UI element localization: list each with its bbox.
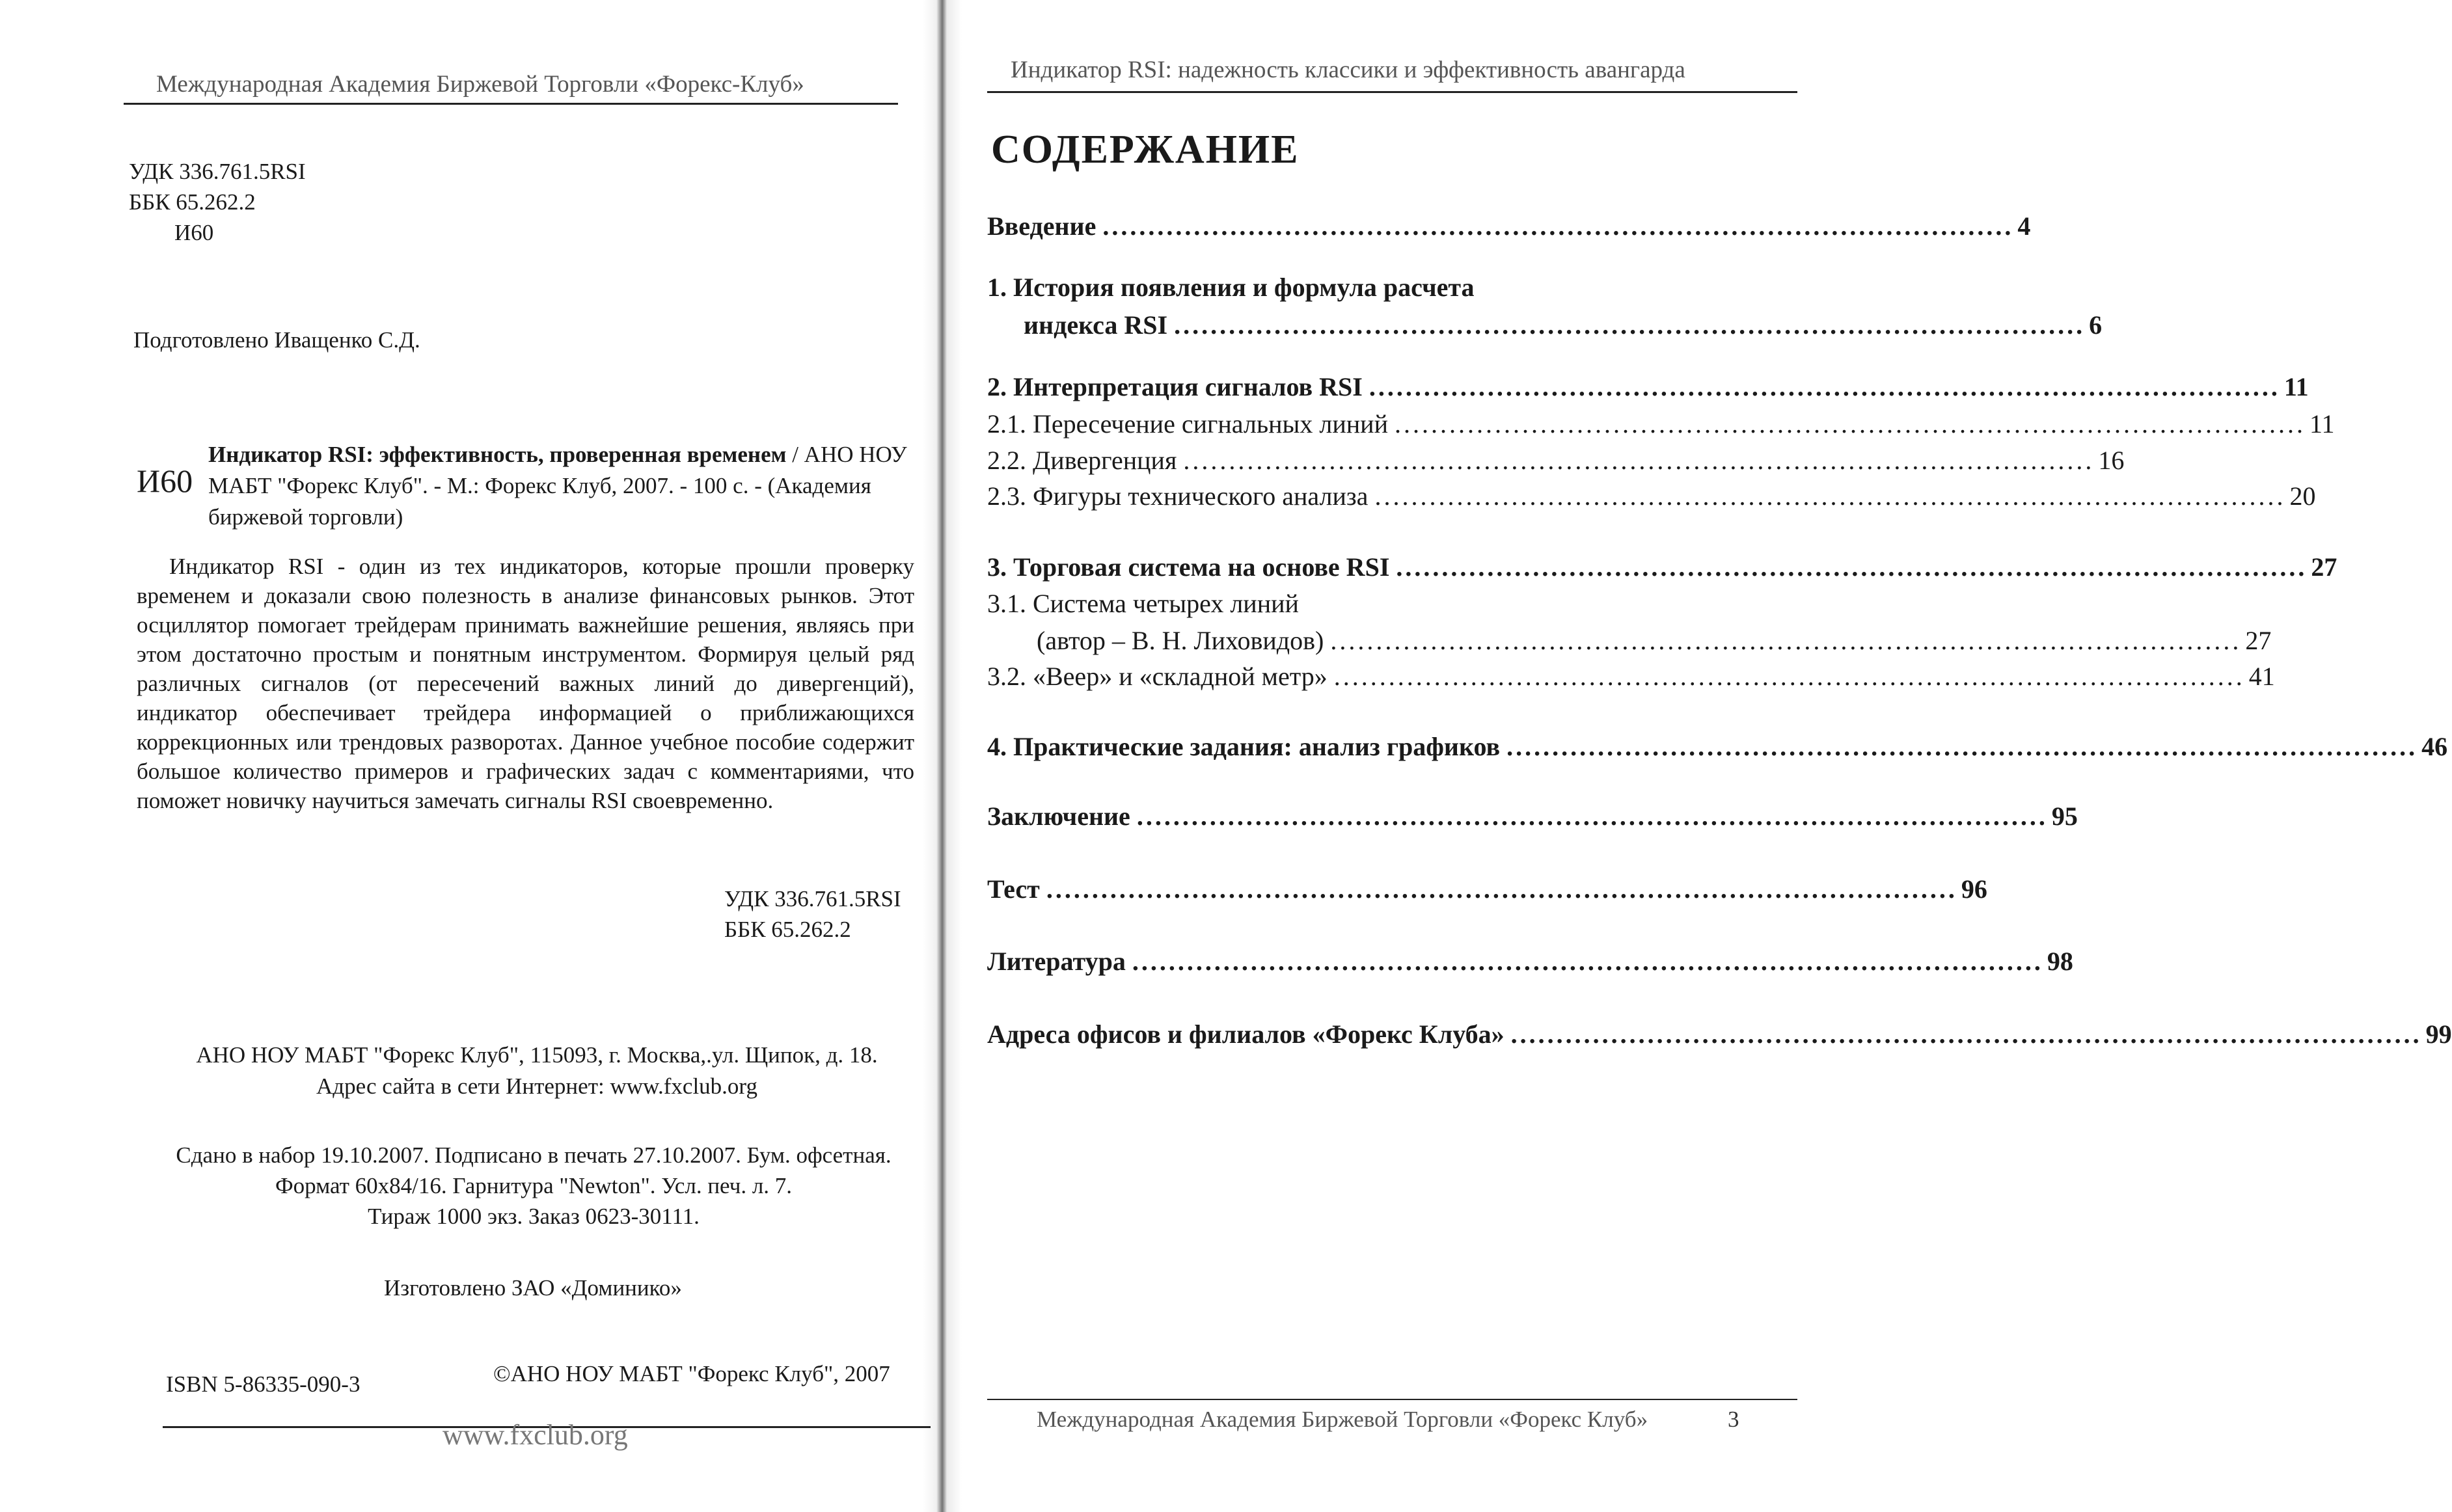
left-page bbox=[0, 0, 937, 1512]
toc-entry-addresses[interactable]: Адреса офисов и филиалов «Форекс Клуба» .................................................................................................... 99 bbox=[987, 1015, 1716, 1054]
left-running-header: Международная Академия Биржевой Торговли «Форекс-Клуб» bbox=[156, 71, 804, 98]
bbk-code-bottom: ББК 65.262.2 bbox=[724, 917, 851, 942]
catalog-details: / АНО НОУ МАБТ "Форекс Клуб". - М.: Форекс Клуб, 2007. - 100 с. - (Академия биржевой торговли) bbox=[208, 442, 907, 530]
toc-page-number: 20 bbox=[2289, 481, 2316, 511]
right-running-footer: Международная Академия Биржевой Торговли «Форекс Клуб» bbox=[1037, 1407, 1648, 1432]
print-info-line1: Сдано в набор 19.10.2007. Подписано в печать 27.10.2007. Бум. офсетная. bbox=[176, 1142, 892, 1168]
toc-page-number: 4 bbox=[2017, 211, 2031, 241]
toc-page-number: 46 bbox=[2421, 732, 2448, 761]
toc-entry-ch2-3[interactable]: 2.3. Фигуры технического анализа .................................................................................................... 20 bbox=[987, 477, 1716, 516]
toc-entry-ch3-2[interactable]: 3.2. «Веер» и «складной метр» .................................................................................................... 41 bbox=[987, 657, 1716, 696]
footer-website: www.fxclub.org bbox=[443, 1419, 628, 1451]
toc-entry-ch3-1[interactable]: (автор – В. Н. Лиховидов) .................................................................................................... 27 bbox=[1037, 621, 1716, 660]
left-header-rule bbox=[124, 103, 898, 105]
bbk-code: ББК 65.262.2 bbox=[129, 189, 256, 215]
toc-page-number: 11 bbox=[2283, 372, 2309, 401]
publisher-address-block bbox=[169, 1040, 905, 1102]
catalog-title: Индикатор RSI: эффективность, проверенная временем bbox=[208, 442, 787, 467]
catalog-description bbox=[208, 439, 914, 533]
toc-entry-ch3-1-title[interactable]: 3.1. Система четырех линий bbox=[987, 589, 1299, 618]
copyright: ©АНО НОУ МАБТ "Форекс Клуб", 2007 bbox=[493, 1361, 890, 1386]
toc-entry-ch3[interactable]: 3. Торговая система на основе RSI .................................................................................................... 27 bbox=[987, 548, 1716, 587]
toc-page-number: 11 bbox=[2309, 409, 2335, 439]
publisher-website: Адрес сайта в сети Интернет: www.fxclub.org bbox=[316, 1073, 757, 1099]
toc-page-number: 16 bbox=[2098, 446, 2125, 475]
toc-entry-intro[interactable]: Введение .................................................................................................... 4 bbox=[987, 207, 1716, 246]
right-header-rule bbox=[987, 91, 1797, 93]
toc-page-number: 41 bbox=[2248, 662, 2275, 691]
catalog-number: И60 bbox=[137, 463, 193, 499]
udk-code-bottom: УДК 336.761.5RSI bbox=[724, 886, 901, 911]
index-code: И60 bbox=[174, 220, 214, 245]
toc-page-number: 96 bbox=[1961, 874, 1987, 904]
classification-codes bbox=[129, 156, 306, 248]
book-abstract: Индикатор RSI - один из тех индикаторов, которые прошли проверку временем и доказали свою полезность в анализе финансовых рынков. Этот осциллятор помогает трейдерам принимать важнейшие решения, являясь при этом достаточно простым и понятным инструментом. Формируя целый ряд различных сигналов (от пересечений важных линий до дивергенций), индикатор обеспечивает трейдера информацией о приближающихся коррекционных или трендовых разворотах. Данное учебное пособие содержит большое количество примеров и графических задач с комментариями, что поможет новичку научиться замечать сигналы RSI своевременно. bbox=[137, 554, 914, 813]
toc-entry-conclusion[interactable]: Заключение .................................................................................................... 95 bbox=[987, 797, 1716, 836]
classification-codes-bottom bbox=[724, 884, 901, 945]
right-running-header: Индикатор RSI: надежность классики и эффективность авангарда bbox=[1011, 57, 1685, 83]
print-info-line3: Тираж 1000 экз. Заказ 0623-30111. bbox=[368, 1204, 700, 1229]
right-page bbox=[947, 0, 2452, 1512]
toc-page-number: 95 bbox=[2051, 802, 2078, 831]
toc-page-number: 6 bbox=[2089, 310, 2103, 340]
toc-title: СОДЕРЖАНИЕ bbox=[991, 128, 1300, 172]
toc-entry-test[interactable]: Тест .................................................................................................... 96 bbox=[987, 870, 1716, 909]
udk-code: УДК 336.761.5RSI bbox=[129, 159, 306, 184]
print-info-block bbox=[156, 1140, 911, 1232]
toc-entry-literature[interactable]: Литература .................................................................................................... 98 bbox=[987, 942, 1716, 981]
isbn: ISBN 5-86335-090-3 bbox=[166, 1371, 361, 1397]
toc-entry-ch1[interactable]: индекса RSI .................................................................................................... 6 bbox=[1024, 306, 1716, 345]
toc-entry-ch2[interactable]: 2. Интерпретация сигналов RSI .................................................................................................... 11 bbox=[987, 368, 1716, 407]
toc-page-number: 98 bbox=[2047, 947, 2073, 976]
toc-page-number: 27 bbox=[2311, 552, 2337, 582]
right-footer-rule bbox=[987, 1399, 1797, 1400]
toc-entry-ch2-1[interactable]: 2.1. Пересечение сигнальных линий .................................................................................................... 11 bbox=[987, 405, 1716, 444]
print-info-line2: Формат 60x84/16. Гарнитура "Newton". Усл. печ. л. 7. bbox=[275, 1173, 793, 1198]
manufacturer: Изготовлено ЗАО «Доминико» bbox=[384, 1275, 682, 1301]
prepared-by: Подготовлено Иващенко С.Д. bbox=[133, 327, 420, 353]
toc-entry-ch2-2[interactable]: 2.2. Дивергенция .................................................................................................... 16 bbox=[987, 441, 1716, 480]
page-number: 3 bbox=[1728, 1407, 1739, 1432]
toc-page-number: 99 bbox=[2425, 1019, 2452, 1049]
toc-page-number: 27 bbox=[2245, 626, 2272, 655]
toc-entry-ch1-title[interactable]: 1. История появления и формула расчета bbox=[987, 273, 1475, 302]
publisher-address: АНО НОУ МАБТ "Форекс Клуб", 115093, г. Москва,.ул. Щипок, д. 18. bbox=[196, 1042, 878, 1068]
toc-entry-ch4[interactable]: 4. Практические задания: анализ графиков .................................................................................................... 46 bbox=[987, 727, 1716, 766]
